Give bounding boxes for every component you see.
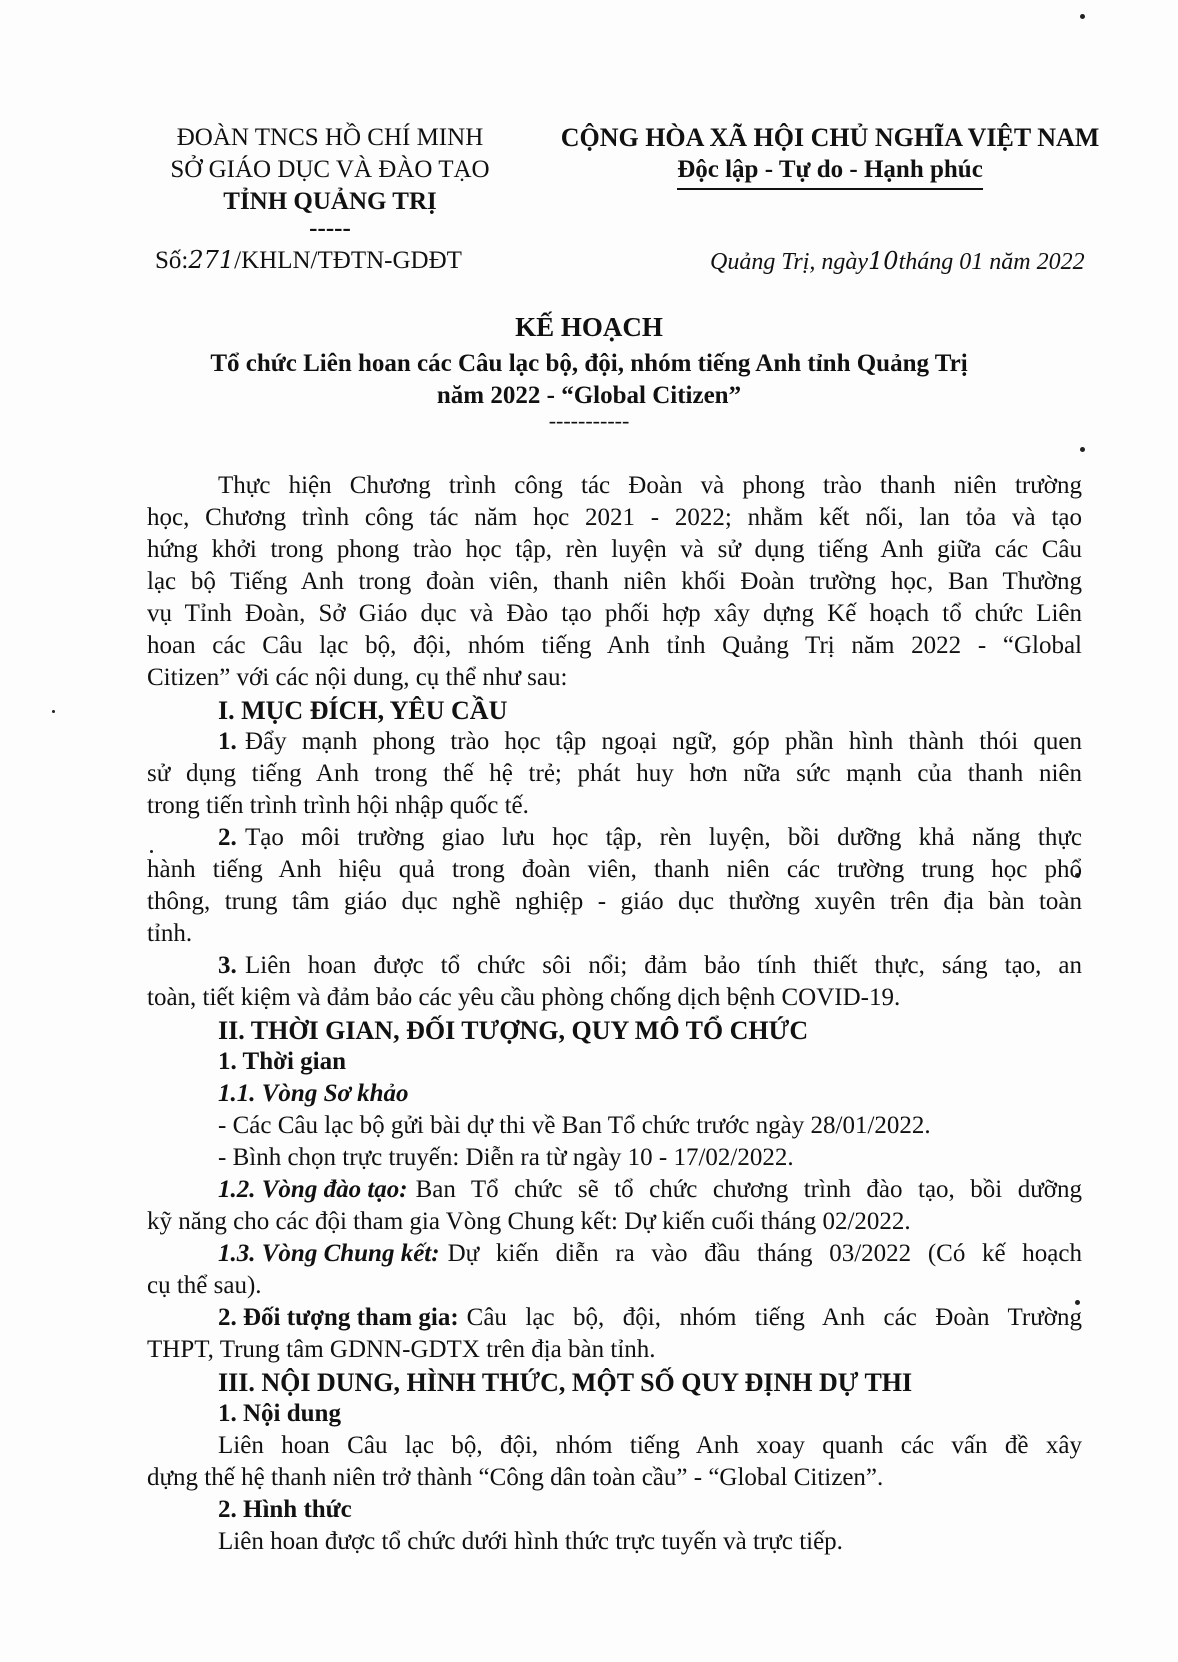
number-suffix: /KHLN/TĐTN-GDĐT (234, 247, 462, 274)
intro-line: hứng khởi trong phong trào học tập, rèn luyện và sử dụng tiếng Anh giữa các Câu (147, 536, 1082, 563)
date-prefix: Quảng Trị, ngày (710, 249, 869, 275)
sec2-sub-1: 1. Thời gian (218, 1048, 347, 1075)
sec2-sub-1-1: 1.1. Vòng Sơ khảo (218, 1080, 409, 1107)
section-3-heading: III. NỘI DUNG, HÌNH THỨC, MỘT SỐ QUY ĐỊNH DỰ THI (218, 1368, 913, 1397)
sec3-content-line: Liên hoan Câu lạc bộ, đội, nhóm tiếng Anh xoay quanh các vấn đề xây (218, 1432, 1082, 1459)
sec3-sub-2: 2. Hình thức (218, 1496, 352, 1523)
intro-line: Citizen” với các nội dung, cụ thể như sau: (147, 664, 568, 691)
org-province: TỈNH QUẢNG TRỊ (223, 188, 437, 215)
date-day-handwritten: 10 (868, 247, 899, 275)
sec2-round1-vote: - Bình chọn trực truyến: Diễn ra từ ngày 10 - 17/02/2022. (218, 1144, 794, 1171)
sec1-p2-number: 2. (218, 824, 237, 851)
intro-line: Thực hiện Chương trình công tác Đoàn và phong trào thanh niên trường (218, 472, 1082, 499)
sec3-content-line: dựng thế hệ thanh niên trở thành “Công dân toàn cầu” - “Global Citizen”. (147, 1464, 884, 1491)
sec2-sub-2-label: 2. Đối tượng tham gia: (218, 1304, 459, 1331)
intro-line: lạc bộ Tiếng Anh trong đoàn viên, thanh niên khối Đoàn trường học, Ban Thường (147, 568, 1082, 595)
document-subtitle-2: năm 2022 - “Global Citizen” (436, 382, 742, 409)
sec2-sub-1-2-text: Ban Tổ chức sẽ tổ chức chương trình đào tạo, bồi dưỡng (415, 1176, 1082, 1203)
sec2-sub-1-3-text: Dự kiến diễn ra vào đầu tháng 03/2022 (Có kế hoạch (447, 1240, 1082, 1267)
org-department: SỞ GIÁO DỤC VÀ ĐÀO TẠO (170, 156, 490, 183)
org-union: ĐOÀN TNCS HỒ CHÍ MINH (176, 124, 484, 151)
sec2-sub-1-3-line2: cụ thể sau). (147, 1272, 262, 1299)
sec1-p1-number: 1. (218, 728, 237, 755)
scan-speck (52, 710, 55, 713)
header-left (140, 122, 520, 240)
sec1-p2-line: tỉnh. (147, 920, 193, 947)
intro-line: học, Chương trình công tác năm học 2021 - 2022; nhằm kết nối, lan tỏa và tạo (147, 504, 1082, 531)
sec2-sub-2-line (218, 1304, 1082, 1332)
national-motto: Độc lập - Tự do - Hạnh phúc (677, 154, 983, 190)
sec2-round1-submit: - Các Câu lạc bộ gửi bài dự thi về Ban Tổ chức trước ngày 28/01/2022. (218, 1112, 931, 1139)
sec1-p3-line: toàn, tiết kiệm và đảm bảo các yêu cầu phòng chống dịch bệnh COVID-19. (147, 984, 901, 1011)
sec1-p3-line: Liên hoan được tổ chức sôi nổi; đảm bảo tính thiết thực, sáng tạo, an (245, 952, 1082, 979)
document-subtitle-1: Tổ chức Liên hoan các Câu lạc bộ, đội, nhóm tiếng Anh tỉnh Quảng Trị (210, 350, 968, 377)
sec1-p1-line: Đẩy mạnh phong trào học tập ngoại ngữ, góp phần hình thành thói quen (245, 728, 1082, 755)
sec1-p3-number: 3. (218, 952, 237, 979)
scan-speck (1080, 447, 1085, 452)
sec2-sub-1-2-line (218, 1176, 1082, 1204)
intro-line: vụ Tỉnh Đoàn, Sở Giáo dục và Đào tạo phối hợp xây dựng Kế hoạch tổ chức Liên (147, 600, 1082, 627)
motto-wrapper (530, 154, 1130, 190)
date-suffix: tháng 01 năm 2022 (898, 249, 1085, 275)
intro-line: hoan các Câu lạc bộ, đội, nhóm tiếng Anh tỉnh Quảng Trị năm 2022 - “Global (147, 632, 1082, 659)
sec1-p1-line: sử dụng tiếng Anh trong thế hệ trẻ; phát huy hơn nữa sức mạnh của thanh niên (147, 760, 1082, 787)
sec2-sub-1-3-label: 1.3. Vòng Chung kết: (218, 1240, 440, 1267)
sec2-sub-2-line2: THPT, Trung tâm GDNN-GDTX trên địa bàn tỉnh. (147, 1336, 656, 1363)
sec2-sub-2-text: Câu lạc bộ, đội, nhóm tiếng Anh các Đoàn Trường (466, 1304, 1082, 1331)
sec2-sub-1-2-line2: kỹ năng cho các đội tham gia Vòng Chung kết: Dự kiến cuối tháng 02/2022. (147, 1208, 911, 1235)
sec3-form-line: Liên hoan được tổ chức dưới hình thức trực tuyến và trực tiếp. (218, 1528, 843, 1555)
document-title: KẾ HOẠCH (515, 312, 663, 342)
scan-speck (1080, 14, 1085, 19)
document-number (155, 246, 462, 275)
section-2-heading: II. THỜI GIAN, ĐỐI TƯỢNG, QUY MÔ TỔ CHỨC (218, 1016, 809, 1045)
section-1-heading: I. MỤC ĐÍCH, YÊU CẦU (218, 696, 508, 725)
sec1-p1-line: trong tiến trình trình hội nhập quốc tế. (147, 792, 529, 819)
document-date (710, 247, 1085, 276)
header-left-separator: ----- (309, 215, 351, 242)
country-name: CỘNG HÒA XÃ HỘI CHỦ NGHĨA VIỆT NAM (560, 123, 1100, 152)
sec2-sub-1-3-line (218, 1240, 1082, 1268)
sec3-sub-1: 1. Nội dung (218, 1400, 341, 1427)
number-prefix: Số: (155, 247, 189, 274)
header-right (530, 122, 1130, 190)
scan-speck (150, 850, 153, 853)
number-handwritten: 271 (188, 246, 235, 274)
sec1-p2-line: thông, trung tâm giáo dục nghề nghiệp - giáo dục thường xuyên trên địa bàn toàn (147, 888, 1082, 915)
sec1-p2-line: Tạo môi trường giao lưu học tập, rèn luyện, bồi dưỡng khả năng thực (245, 824, 1082, 851)
sec1-p2-line: hành tiếng Anh hiệu quả trong đoàn viên, thanh niên các trường trung học phổ (147, 856, 1082, 883)
title-separator: ----------- (548, 408, 630, 433)
sec2-sub-1-2-label: 1.2. Vòng đào tạo: (218, 1176, 408, 1203)
